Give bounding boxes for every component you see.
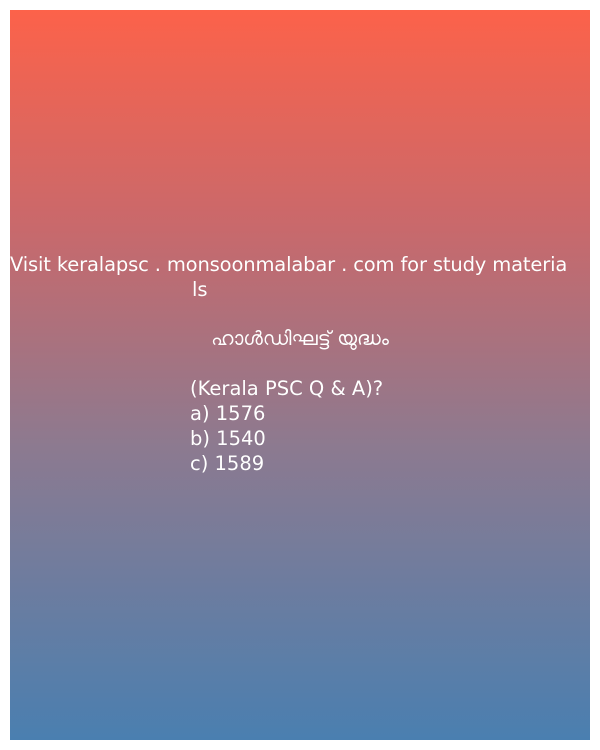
visit-site-text-continued: ls xyxy=(192,278,208,301)
option-a: a) 1576 xyxy=(190,402,266,425)
question-block xyxy=(10,376,590,476)
card-text xyxy=(10,252,590,476)
question-text: (Kerala PSC Q & A)? xyxy=(190,377,384,400)
quiz-card xyxy=(10,10,590,740)
option-b: b) 1540 xyxy=(190,427,266,450)
visit-site-text: Visit keralapsc . monsoonmalabar . com for study materia xyxy=(10,253,568,276)
option-c: c) 1589 xyxy=(190,452,265,475)
question-title: ഹാൾഡിഘട്ട് യുദ്ധം xyxy=(211,327,389,350)
